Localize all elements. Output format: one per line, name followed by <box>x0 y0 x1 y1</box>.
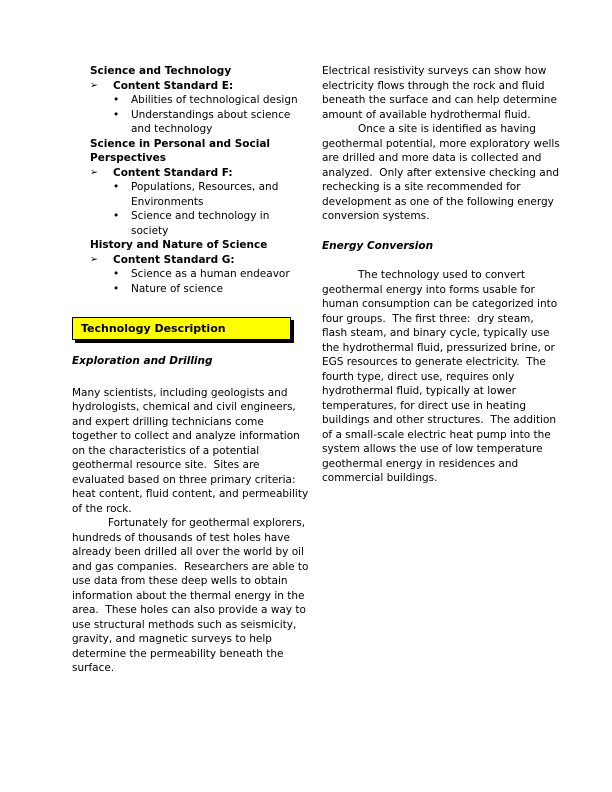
standards-category-history-nature-of-science: History and Nature of Science <box>90 239 268 251</box>
bullet-item <box>113 180 310 209</box>
section-heading-exploration-and-drilling: Exploration and Drilling <box>72 355 213 367</box>
content-standard-e <box>90 79 310 94</box>
content-standard-g <box>90 253 310 268</box>
technology-description-box <box>72 317 291 340</box>
bullet-item <box>113 267 310 282</box>
arrow-bullet-icon: ➢ <box>90 79 98 91</box>
dot-bullet-icon: • <box>113 282 120 295</box>
standards-category-personal-social-perspectives: Science in Personal and Social Perspectives <box>90 137 271 164</box>
left-column <box>72 64 310 676</box>
content-standard-g-label: Content Standard G: <box>113 253 235 266</box>
bullet-item <box>113 282 310 297</box>
technology-description-box-title: Technology Description <box>81 322 226 335</box>
bullet-text: Nature of science <box>131 282 223 295</box>
paragraph-resistivity: Electrical resistivity surveys can show how electricity flows through the rock and fluid beneath the surface and can help determine amount of available hydrothermal fluid. <box>322 65 561 121</box>
paragraph-site-identification: Once a site is identified as having geothermal potential, more exploratory wells are drilled and more data is collected and analyzed. Only after extensive checking and rechecking is a site recommended for development as one of the following energy conversion systems. <box>322 123 564 222</box>
bullet-text: Science and technology in society <box>131 210 270 237</box>
bullet-item <box>113 209 310 238</box>
content-standard-f <box>90 166 310 181</box>
bullet-text: Science as a human endeavor <box>131 268 290 280</box>
dot-bullet-icon: • <box>113 108 120 121</box>
section-heading-energy-conversion: Energy Conversion <box>322 239 434 252</box>
dot-bullet-icon: • <box>113 181 120 193</box>
bullet-item <box>113 93 310 108</box>
bullet-text: Understandings about science and technology <box>131 108 291 135</box>
right-column <box>322 64 564 486</box>
dot-bullet-icon: • <box>113 94 120 106</box>
arrow-bullet-icon: ➢ <box>90 253 98 265</box>
paragraph-energy-conversion: The technology used to convert geothermal energy into forms usable for human consumption can be categorized into four groups. The first three: dry steam, flash steam, and binary cycle, typically use the hydrothermal fluid, pressurized brine, or EGS resources to generate electricity. The fourth type, direct use, requires only hydrothermal fluid, typically at lower temperatures, for direct use in heating buildings and other structures. The addition of a small-scale electric heat pump into the system allows the use of low temperature geothermal energy in residences and commercial buildings. <box>322 269 561 484</box>
bullet-text: Populations, Resources, and Environments <box>131 181 279 208</box>
bullet-text: Abilities of technological design <box>131 94 298 106</box>
bullet-item <box>113 108 310 137</box>
arrow-bullet-icon: ➢ <box>90 166 98 178</box>
standards-section <box>72 64 310 296</box>
dot-bullet-icon: • <box>113 268 120 280</box>
paragraph-exploration-1: Many scientists, including geologists and hydrologists, chemical and civil engineers, and expert drilling technicians come together to collect and analyze information on the characteristics of a potential geothermal resource site. Sites are evaluated based on three primary criteria: heat content, fluid content, and permeability of the rock. <box>72 386 312 515</box>
dot-bullet-icon: • <box>113 210 120 222</box>
standards-category-science-and-technology: Science and Technology <box>90 65 232 77</box>
paragraph-exploration-2: Fortunately for geothermal explorers, hundreds of thousands of test holes have already been drilled all over the world by oil and gas companies. Researchers are able to use data from these deep wells to obtain information about the thermal energy in the area. These holes can also provide a way to use structural methods such as seismicity, gravity, and magnetic surveys to help determine the permeability beneath the surface. <box>72 517 312 674</box>
content-standard-f-label: Content Standard F: <box>113 166 233 179</box>
content-standard-e-label: Content Standard E: <box>113 79 234 92</box>
